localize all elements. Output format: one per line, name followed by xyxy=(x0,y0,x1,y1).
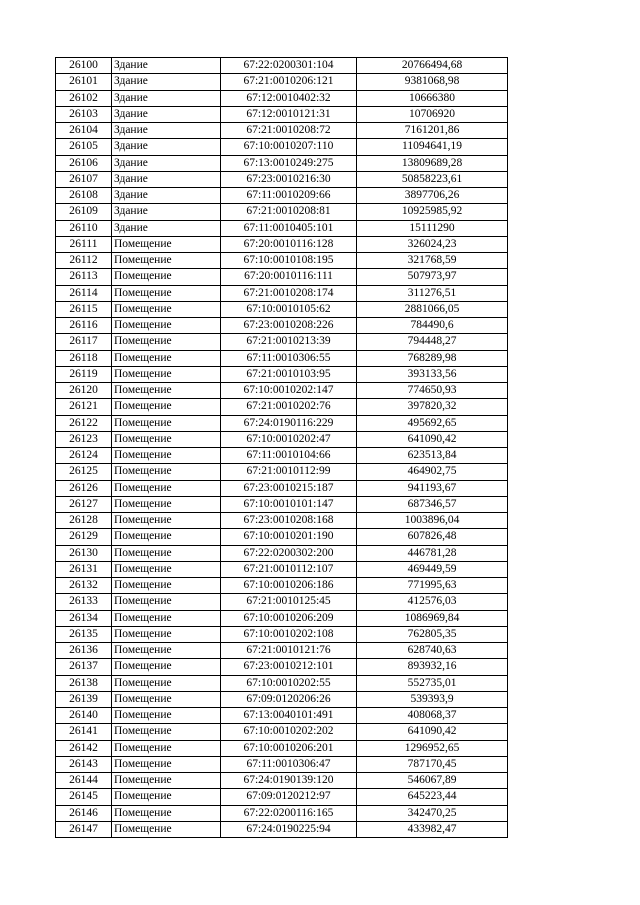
object-type-cell: Помещение xyxy=(112,496,221,512)
cadastral-value-cell: 342470,25 xyxy=(357,805,508,821)
table-row xyxy=(56,399,508,415)
table-row xyxy=(56,269,508,285)
cadastral-value-cell: 408068,37 xyxy=(357,708,508,724)
object-type-cell: Помещение xyxy=(112,448,221,464)
row-number-cell: 26102 xyxy=(56,90,112,106)
row-number-cell: 26113 xyxy=(56,269,112,285)
cadastral-value-cell: 311276,51 xyxy=(357,285,508,301)
object-type-cell: Здание xyxy=(112,188,221,204)
table-row xyxy=(56,708,508,724)
table-row xyxy=(56,106,508,122)
object-type-cell: Помещение xyxy=(112,691,221,707)
cadastral-value-cell: 645223,44 xyxy=(357,789,508,805)
object-type-cell: Помещение xyxy=(112,415,221,431)
row-number-cell: 26144 xyxy=(56,773,112,789)
cadastral-value-cell: 393133,56 xyxy=(357,366,508,382)
table-row xyxy=(56,756,508,772)
cadastral-number-cell: 67:10:0010108:195 xyxy=(221,253,357,269)
row-number-cell: 26142 xyxy=(56,740,112,756)
table-row xyxy=(56,383,508,399)
cadastral-value-cell: 11094641,19 xyxy=(357,139,508,155)
cadastral-value-cell: 495692,65 xyxy=(357,415,508,431)
cadastral-number-cell: 67:24:0190139:120 xyxy=(221,773,357,789)
table-row xyxy=(56,561,508,577)
row-number-cell: 26143 xyxy=(56,756,112,772)
object-type-cell: Помещение xyxy=(112,253,221,269)
table-row xyxy=(56,789,508,805)
cadastral-number-cell: 67:12:0010402:32 xyxy=(221,90,357,106)
table-row xyxy=(56,513,508,529)
object-type-cell: Здание xyxy=(112,171,221,187)
table-row xyxy=(56,480,508,496)
object-type-cell: Помещение xyxy=(112,513,221,529)
cadastral-number-cell: 67:23:0010215:187 xyxy=(221,480,357,496)
cadastral-value-cell: 7161201,86 xyxy=(357,123,508,139)
cadastral-value-cell: 893932,16 xyxy=(357,659,508,675)
table-row xyxy=(56,805,508,821)
cadastral-value-cell: 768289,98 xyxy=(357,350,508,366)
cadastral-number-cell: 67:11:0010306:55 xyxy=(221,350,357,366)
cadastral-value-cell: 326024,23 xyxy=(357,236,508,252)
row-number-cell: 26121 xyxy=(56,399,112,415)
cadastral-number-cell: 67:22:0200302:200 xyxy=(221,545,357,561)
table-row xyxy=(56,724,508,740)
cadastral-value-cell: 623513,84 xyxy=(357,448,508,464)
object-type-cell: Помещение xyxy=(112,334,221,350)
row-number-cell: 26119 xyxy=(56,366,112,382)
cadastral-value-cell: 641090,42 xyxy=(357,724,508,740)
cadastral-number-cell: 67:10:0010105:62 xyxy=(221,301,357,317)
cadastral-value-cell: 13809689,28 xyxy=(357,155,508,171)
row-number-cell: 26131 xyxy=(56,561,112,577)
cadastral-number-cell: 67:22:0200301:104 xyxy=(221,58,357,74)
cadastral-number-cell: 67:21:0010206:121 xyxy=(221,74,357,90)
row-number-cell: 26109 xyxy=(56,204,112,220)
cadastral-value-cell: 507973,97 xyxy=(357,269,508,285)
table-row xyxy=(56,204,508,220)
object-type-cell: Здание xyxy=(112,58,221,74)
row-number-cell: 26135 xyxy=(56,626,112,642)
table-row xyxy=(56,448,508,464)
row-number-cell: 26127 xyxy=(56,496,112,512)
table-row xyxy=(56,773,508,789)
row-number-cell: 26117 xyxy=(56,334,112,350)
table-row xyxy=(56,529,508,545)
cadastral-value-cell: 771995,63 xyxy=(357,578,508,594)
table-row xyxy=(56,58,508,74)
row-number-cell: 26145 xyxy=(56,789,112,805)
row-number-cell: 26104 xyxy=(56,123,112,139)
row-number-cell: 26108 xyxy=(56,188,112,204)
table-row xyxy=(56,318,508,334)
cadastral-number-cell: 67:21:0010208:81 xyxy=(221,204,357,220)
cadastral-number-cell: 67:10:0010206:186 xyxy=(221,578,357,594)
object-type-cell: Здание xyxy=(112,220,221,236)
cadastral-number-cell: 67:10:0010206:209 xyxy=(221,610,357,626)
cadastral-value-cell: 9381068,98 xyxy=(357,74,508,90)
table-row xyxy=(56,659,508,675)
object-type-cell: Помещение xyxy=(112,610,221,626)
cadastral-number-cell: 67:10:0010207:110 xyxy=(221,139,357,155)
object-type-cell: Помещение xyxy=(112,675,221,691)
object-type-cell: Помещение xyxy=(112,350,221,366)
table-row xyxy=(56,188,508,204)
table-row xyxy=(56,334,508,350)
cadastral-value-cell: 784490,6 xyxy=(357,318,508,334)
cadastral-value-cell: 628740,63 xyxy=(357,643,508,659)
object-type-cell: Помещение xyxy=(112,269,221,285)
row-number-cell: 26147 xyxy=(56,821,112,837)
row-number-cell: 26123 xyxy=(56,431,112,447)
row-number-cell: 26103 xyxy=(56,106,112,122)
table-row xyxy=(56,821,508,837)
table-row xyxy=(56,626,508,642)
cadastral-number-cell: 67:21:0010208:174 xyxy=(221,285,357,301)
cadastral-number-cell: 67:10:0010202:47 xyxy=(221,431,357,447)
row-number-cell: 26134 xyxy=(56,610,112,626)
object-type-cell: Здание xyxy=(112,204,221,220)
cadastral-number-cell: 67:10:0010206:201 xyxy=(221,740,357,756)
cadastral-number-cell: 67:11:0010405:101 xyxy=(221,220,357,236)
row-number-cell: 26114 xyxy=(56,285,112,301)
row-number-cell: 26120 xyxy=(56,383,112,399)
cadastral-number-cell: 67:23:0010208:226 xyxy=(221,318,357,334)
row-number-cell: 26137 xyxy=(56,659,112,675)
cadastral-number-cell: 67:20:0010116:111 xyxy=(221,269,357,285)
cadastral-number-cell: 67:10:0010202:55 xyxy=(221,675,357,691)
row-number-cell: 26128 xyxy=(56,513,112,529)
cadastral-value-cell: 10925985,92 xyxy=(357,204,508,220)
table-row xyxy=(56,301,508,317)
property-table xyxy=(55,57,508,838)
table-row xyxy=(56,90,508,106)
object-type-cell: Помещение xyxy=(112,821,221,837)
object-type-cell: Помещение xyxy=(112,594,221,610)
cadastral-number-cell: 67:10:0010201:190 xyxy=(221,529,357,545)
row-number-cell: 26124 xyxy=(56,448,112,464)
cadastral-value-cell: 794448,27 xyxy=(357,334,508,350)
object-type-cell: Помещение xyxy=(112,529,221,545)
cadastral-number-cell: 67:21:0010208:72 xyxy=(221,123,357,139)
table-row xyxy=(56,496,508,512)
table-row xyxy=(56,236,508,252)
cadastral-number-cell: 67:11:0010209:66 xyxy=(221,188,357,204)
table-row xyxy=(56,350,508,366)
object-type-cell: Помещение xyxy=(112,724,221,740)
table-row xyxy=(56,643,508,659)
cadastral-value-cell: 552735,01 xyxy=(357,675,508,691)
cadastral-value-cell: 10666380 xyxy=(357,90,508,106)
object-type-cell: Здание xyxy=(112,155,221,171)
row-number-cell: 26140 xyxy=(56,708,112,724)
cadastral-value-cell: 941193,67 xyxy=(357,480,508,496)
table-row xyxy=(56,139,508,155)
table-row xyxy=(56,285,508,301)
row-number-cell: 26110 xyxy=(56,220,112,236)
object-type-cell: Помещение xyxy=(112,643,221,659)
cadastral-value-cell: 1296952,65 xyxy=(357,740,508,756)
object-type-cell: Помещение xyxy=(112,399,221,415)
table-row xyxy=(56,578,508,594)
object-type-cell: Помещение xyxy=(112,285,221,301)
table-row xyxy=(56,610,508,626)
object-type-cell: Помещение xyxy=(112,773,221,789)
cadastral-value-cell: 787170,45 xyxy=(357,756,508,772)
row-number-cell: 26105 xyxy=(56,139,112,155)
cadastral-number-cell: 67:09:0120212:97 xyxy=(221,789,357,805)
row-number-cell: 26100 xyxy=(56,58,112,74)
cadastral-number-cell: 67:11:0010306:47 xyxy=(221,756,357,772)
table-row xyxy=(56,691,508,707)
table-row xyxy=(56,171,508,187)
row-number-cell: 26146 xyxy=(56,805,112,821)
cadastral-value-cell: 412576,03 xyxy=(357,594,508,610)
object-type-cell: Помещение xyxy=(112,561,221,577)
cadastral-value-cell: 20766494,68 xyxy=(357,58,508,74)
cadastral-value-cell: 321768,59 xyxy=(357,253,508,269)
row-number-cell: 26101 xyxy=(56,74,112,90)
cadastral-value-cell: 10706920 xyxy=(357,106,508,122)
cadastral-number-cell: 67:23:0010212:101 xyxy=(221,659,357,675)
object-type-cell: Помещение xyxy=(112,366,221,382)
table-body xyxy=(56,58,508,838)
row-number-cell: 26138 xyxy=(56,675,112,691)
table-row xyxy=(56,155,508,171)
row-number-cell: 26107 xyxy=(56,171,112,187)
object-type-cell: Помещение xyxy=(112,789,221,805)
object-type-cell: Здание xyxy=(112,90,221,106)
row-number-cell: 26116 xyxy=(56,318,112,334)
cadastral-value-cell: 3897706,26 xyxy=(357,188,508,204)
cadastral-value-cell: 774650,93 xyxy=(357,383,508,399)
table-row xyxy=(56,220,508,236)
cadastral-number-cell: 67:23:0010216:30 xyxy=(221,171,357,187)
cadastral-value-cell: 50858223,61 xyxy=(357,171,508,187)
table-row xyxy=(56,740,508,756)
cadastral-number-cell: 67:10:0010202:108 xyxy=(221,626,357,642)
object-type-cell: Помещение xyxy=(112,708,221,724)
row-number-cell: 26129 xyxy=(56,529,112,545)
object-type-cell: Здание xyxy=(112,123,221,139)
object-type-cell: Помещение xyxy=(112,545,221,561)
cadastral-number-cell: 67:21:0010213:39 xyxy=(221,334,357,350)
cadastral-number-cell: 67:10:0010101:147 xyxy=(221,496,357,512)
cadastral-number-cell: 67:13:0010249:275 xyxy=(221,155,357,171)
cadastral-value-cell: 446781,28 xyxy=(357,545,508,561)
row-number-cell: 26122 xyxy=(56,415,112,431)
row-number-cell: 26141 xyxy=(56,724,112,740)
table-row xyxy=(56,123,508,139)
cadastral-number-cell: 67:13:0040101:491 xyxy=(221,708,357,724)
cadastral-value-cell: 15111290 xyxy=(357,220,508,236)
cadastral-number-cell: 67:21:0010202:76 xyxy=(221,399,357,415)
table-row xyxy=(56,74,508,90)
object-type-cell: Помещение xyxy=(112,431,221,447)
cadastral-value-cell: 469449,59 xyxy=(357,561,508,577)
object-type-cell: Помещение xyxy=(112,464,221,480)
cadastral-value-cell: 546067,89 xyxy=(357,773,508,789)
row-number-cell: 26133 xyxy=(56,594,112,610)
cadastral-value-cell: 762805,35 xyxy=(357,626,508,642)
table-row xyxy=(56,415,508,431)
cadastral-number-cell: 67:21:0010121:76 xyxy=(221,643,357,659)
cadastral-number-cell: 67:10:0010202:147 xyxy=(221,383,357,399)
row-number-cell: 26136 xyxy=(56,643,112,659)
row-number-cell: 26118 xyxy=(56,350,112,366)
table-row xyxy=(56,253,508,269)
object-type-cell: Помещение xyxy=(112,740,221,756)
cadastral-value-cell: 433982,47 xyxy=(357,821,508,837)
table-row xyxy=(56,675,508,691)
cadastral-number-cell: 67:23:0010208:168 xyxy=(221,513,357,529)
object-type-cell: Помещение xyxy=(112,236,221,252)
cadastral-number-cell: 67:11:0010104:66 xyxy=(221,448,357,464)
cadastral-number-cell: 67:21:0010103:95 xyxy=(221,366,357,382)
cadastral-value-cell: 2881066,05 xyxy=(357,301,508,317)
object-type-cell: Здание xyxy=(112,74,221,90)
row-number-cell: 26139 xyxy=(56,691,112,707)
object-type-cell: Помещение xyxy=(112,578,221,594)
row-number-cell: 26112 xyxy=(56,253,112,269)
object-type-cell: Помещение xyxy=(112,805,221,821)
object-type-cell: Помещение xyxy=(112,301,221,317)
row-number-cell: 26111 xyxy=(56,236,112,252)
cadastral-number-cell: 67:21:0010125:45 xyxy=(221,594,357,610)
row-number-cell: 26126 xyxy=(56,480,112,496)
cadastral-value-cell: 1086969,84 xyxy=(357,610,508,626)
cadastral-value-cell: 464902,75 xyxy=(357,464,508,480)
object-type-cell: Помещение xyxy=(112,756,221,772)
cadastral-number-cell: 67:12:0010121:31 xyxy=(221,106,357,122)
table-row xyxy=(56,431,508,447)
cadastral-number-cell: 67:10:0010202:202 xyxy=(221,724,357,740)
cadastral-value-cell: 539393,9 xyxy=(357,691,508,707)
object-type-cell: Помещение xyxy=(112,659,221,675)
cadastral-number-cell: 67:21:0010112:99 xyxy=(221,464,357,480)
table-row xyxy=(56,594,508,610)
cadastral-value-cell: 641090,42 xyxy=(357,431,508,447)
table-row xyxy=(56,464,508,480)
object-type-cell: Помещение xyxy=(112,383,221,399)
object-type-cell: Здание xyxy=(112,106,221,122)
cadastral-value-cell: 607826,48 xyxy=(357,529,508,545)
object-type-cell: Здание xyxy=(112,139,221,155)
cadastral-value-cell: 687346,57 xyxy=(357,496,508,512)
object-type-cell: Помещение xyxy=(112,626,221,642)
cadastral-number-cell: 67:20:0010116:128 xyxy=(221,236,357,252)
row-number-cell: 26125 xyxy=(56,464,112,480)
table-row xyxy=(56,366,508,382)
row-number-cell: 26130 xyxy=(56,545,112,561)
object-type-cell: Помещение xyxy=(112,318,221,334)
cadastral-number-cell: 67:24:0190225:94 xyxy=(221,821,357,837)
row-number-cell: 26106 xyxy=(56,155,112,171)
cadastral-number-cell: 67:09:0120206:26 xyxy=(221,691,357,707)
cadastral-number-cell: 67:21:0010112:107 xyxy=(221,561,357,577)
cadastral-value-cell: 397820,32 xyxy=(357,399,508,415)
table-row xyxy=(56,545,508,561)
cadastral-number-cell: 67:24:0190116:229 xyxy=(221,415,357,431)
row-number-cell: 26132 xyxy=(56,578,112,594)
cadastral-value-cell: 1003896,04 xyxy=(357,513,508,529)
object-type-cell: Помещение xyxy=(112,480,221,496)
row-number-cell: 26115 xyxy=(56,301,112,317)
cadastral-number-cell: 67:22:0200116:165 xyxy=(221,805,357,821)
